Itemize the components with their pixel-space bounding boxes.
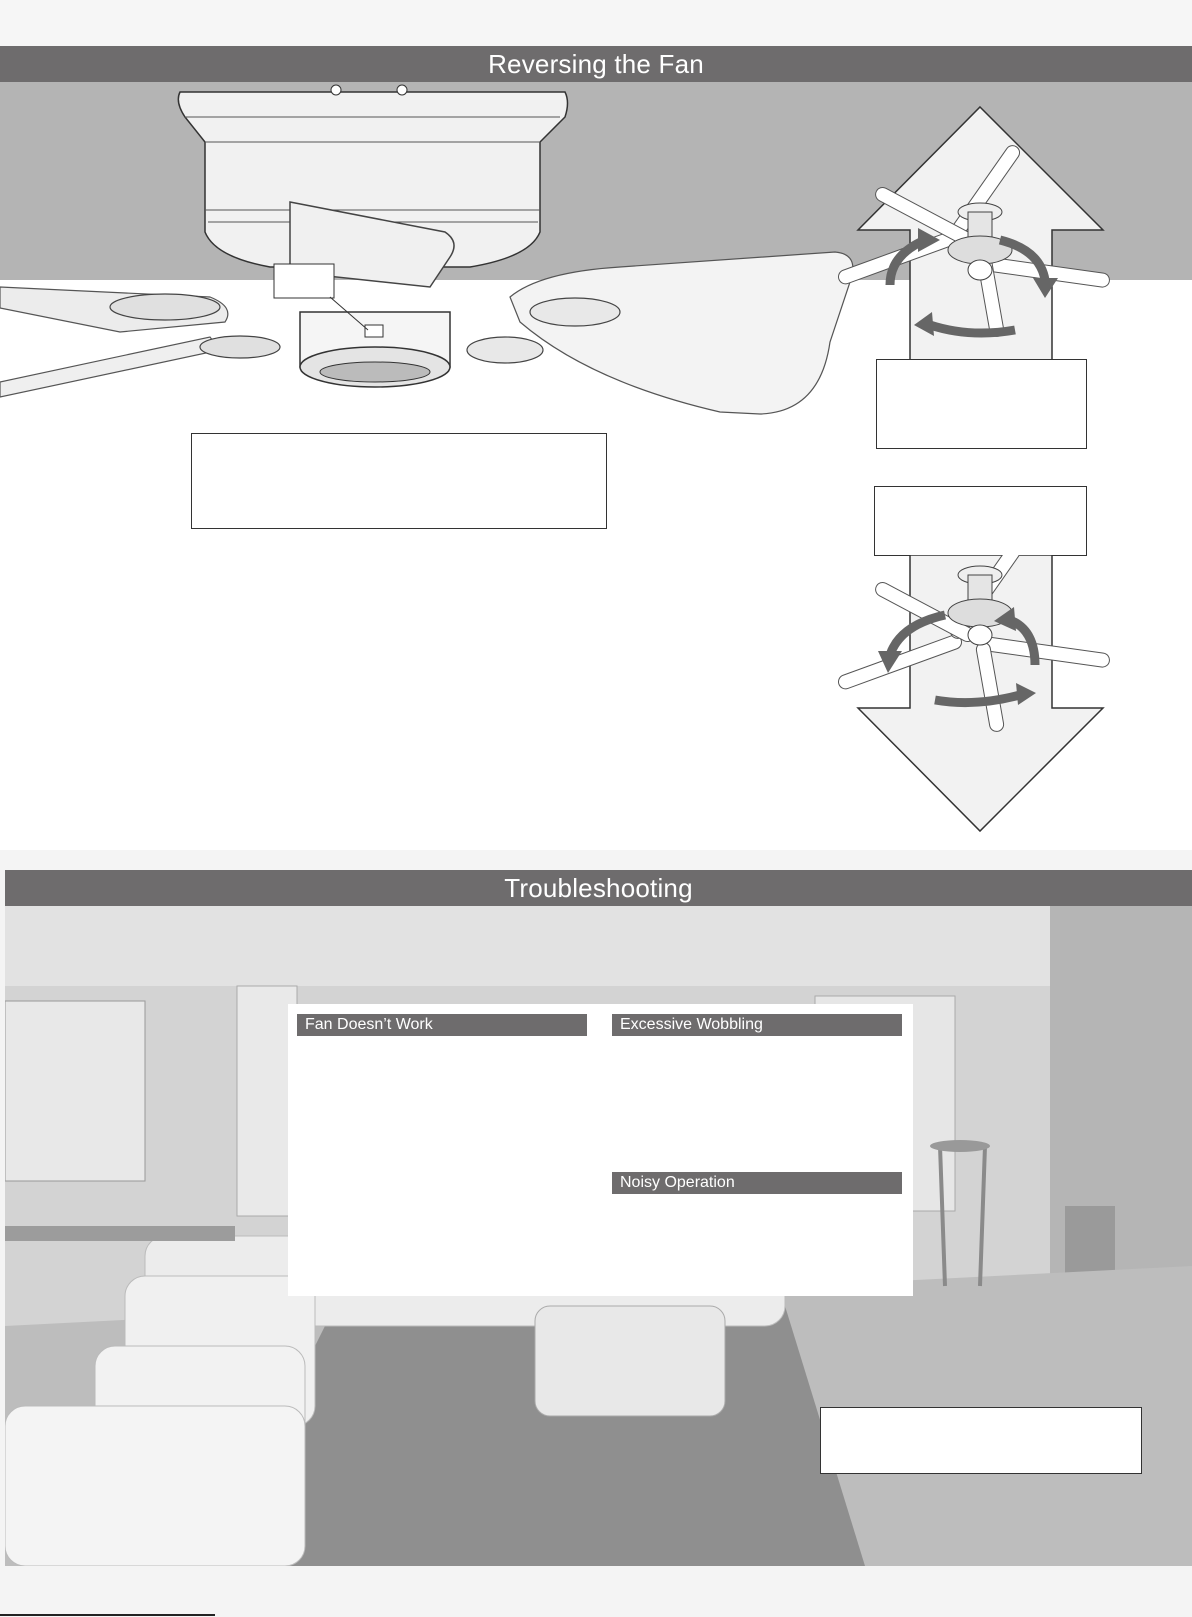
noisy-operation-header — [612, 1172, 902, 1194]
excessive-wobbling-header — [612, 1014, 902, 1036]
bottom-margin — [0, 1566, 1192, 1617]
troubleshooting-note-box — [820, 1407, 1142, 1474]
downdraft-callout — [874, 486, 1087, 556]
updraft-callout — [876, 359, 1087, 449]
troubleshooting-title-text: Troubleshooting — [504, 872, 693, 903]
noisy-operation-title: Noisy Operation — [620, 1174, 735, 1191]
footer-rule — [0, 1614, 215, 1616]
downdraft-arrow-diagram — [830, 555, 1130, 835]
troubleshooting-section-title — [5, 870, 1192, 906]
reverse-switch-callout — [191, 433, 607, 529]
reversing-section-title — [0, 46, 1192, 82]
fan-doesnt-work-header — [297, 1014, 587, 1036]
excessive-wobbling-title: Excessive Wobbling — [620, 1016, 763, 1033]
fan-illustration — [0, 82, 860, 422]
top-margin — [0, 0, 1192, 46]
updraft-arrow-diagram — [830, 100, 1130, 380]
fan-doesnt-work-title: Fan Doesn’t Work — [305, 1016, 433, 1033]
reversing-title-text: Reversing the Fan — [488, 48, 704, 79]
troubleshooting-panel — [288, 1004, 913, 1296]
